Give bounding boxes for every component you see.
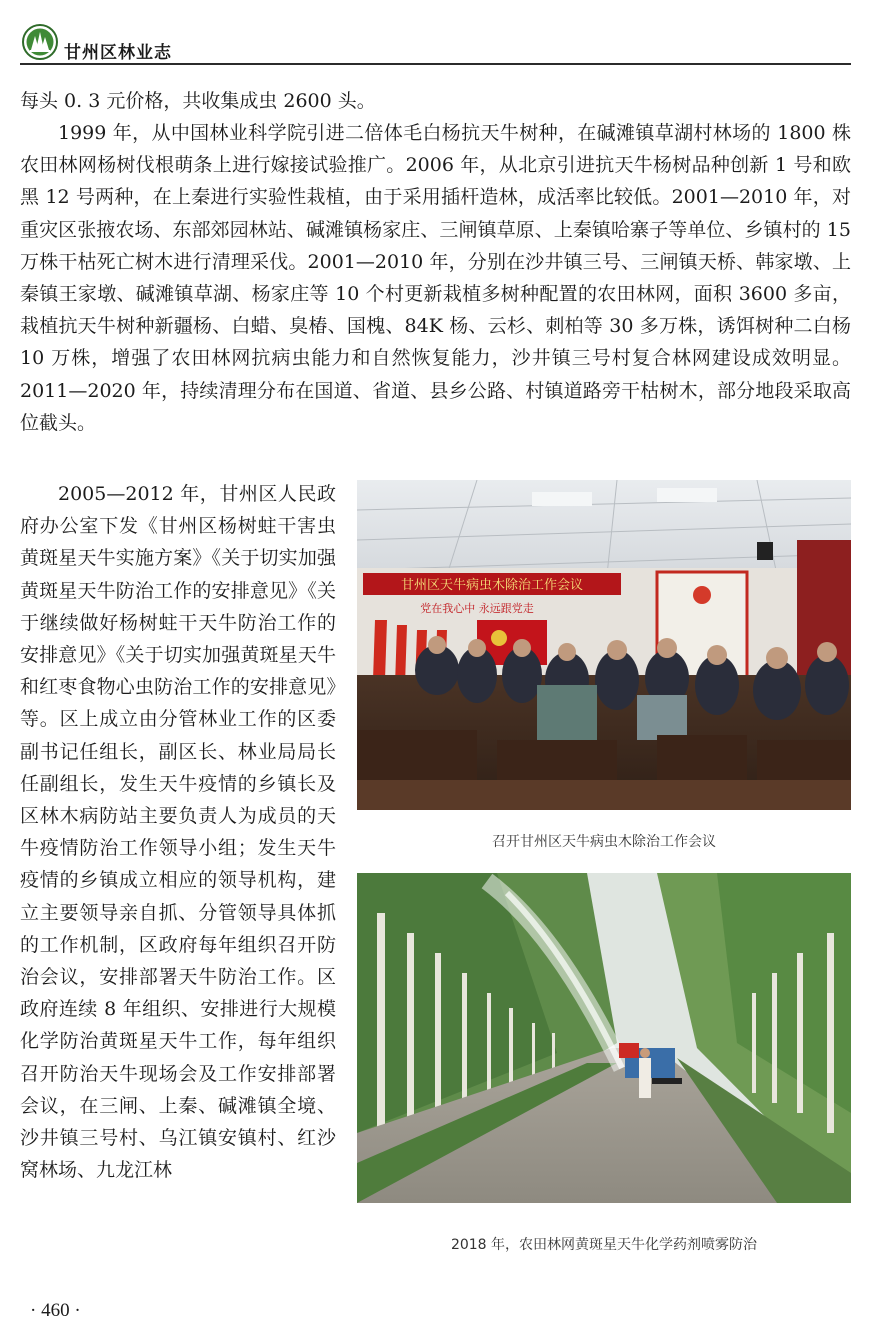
- forest-emblem-icon: [22, 24, 58, 60]
- meeting-photo: [357, 480, 851, 810]
- spraying-photo: [357, 873, 851, 1203]
- spraying-photo-caption: 2018 年，农田林网黄斑星天牛化学药剂喷雾防治: [450, 1237, 758, 1253]
- page-number: · 460 ·: [30, 1300, 81, 1321]
- running-header: [20, 18, 851, 66]
- header-divider: [20, 63, 851, 65]
- paragraph-government-actions: 2005—2012 年，甘州区人民政府办公室下发《甘州区杨树蛀干害虫黄斑星天牛实施方案》《关于切实加强黄斑星天牛防治工作的安排意见》《关于继续做好杨树蛀干天牛防治工作的安排意见》《关于切实加强黄斑星天牛和红枣食物心虫防治工作的安排意见》等。区上成立由分管林业工作的区委副书记任组长，副区长、林业局局长任副组长，发生天牛疫情的乡镇长及区林木病防站主要负责人为成员的天牛疫情防治工作领导小组；发生天牛疫情的乡镇成立相应的领导机构，建立主要领导亲自抓、分管领导具体抓的工作机制，区政府每年组织召开防治会议，安排部署天牛防治工作。区政府连续 8 年组织、安排进行大规模化学防治黄斑星天牛工作，每年组织召开防治天牛现场会及工作安排部署会议，在三闸、上秦、碱滩镇全境、沙井镇三号村、乌江镇安镇村、红沙窝林场、九龙江林: [20, 483, 336, 1182]
- paragraph-continuation: 每头 0. 3 元价格，共收集成虫 2600 头。: [20, 90, 376, 112]
- slogan-text: 党在我心中 永远跟党走: [420, 602, 534, 615]
- meeting-banner-text: 甘州区天牛病虫木除治工作会议: [400, 578, 584, 593]
- meeting-photo-caption: 召开甘州区天牛病虫木除治工作会议: [492, 834, 716, 850]
- paragraph-resistant-trees: 1999 年，从中国林业科学院引进二倍体毛白杨抗天牛树种，在碱滩镇草湖村林场的 1800 株农田林网杨树伐根萌条上进行嫁接试验推广。2006 年，从北京引进抗天牛杨树品种创新 1 号和欧黑 12 号两种，在上秦进行实验性栽植，由于采用插杆造林，成活率比较低。2001—2010 年，对重灾区张掖农场、东部郊园林站、碱滩镇杨家庄、三闸镇草原、上秦镇哈寨子等单位、乡镇村的 15 万株干枯死亡树木进行清理采伐。2001—2010 年，分别在沙井镇三号、三闸镇天桥、韩家墩、上秦镇王家墩、碱滩镇草湖、杨家庄等 10 个村更新栽植多树种配置的农田林网，面积 3600 多亩，栽植抗天牛树种新疆杨、白蜡、臭椿、国槐、84K 杨、云杉、刺柏等 30 多万株，诱饵树种二白杨 10 万株，增强了农田林网抗病虫能力和自然恢复能力，沙井镇三号村复合林网建设成效明显。2011—2020 年，持续清理分布在国道、省道、县乡公路、村镇道路旁干枯树木，部分地段采取高位截头。: [20, 122, 851, 434]
- book-title: 甘州区林业志: [64, 43, 172, 63]
